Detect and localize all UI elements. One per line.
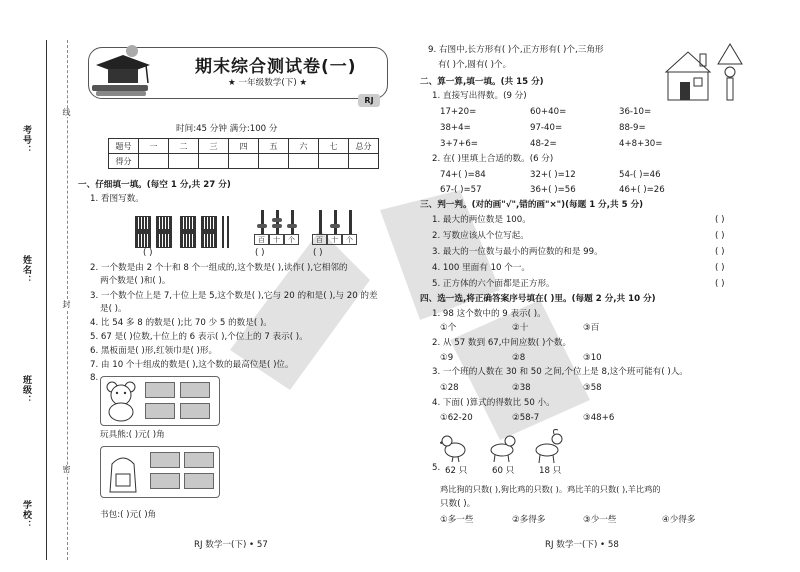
fill-item[interactable]: 46+( )=26 xyxy=(619,185,665,195)
house-figure xyxy=(660,38,750,104)
score-head-3: 三 xyxy=(199,139,229,154)
banknote-icon xyxy=(145,382,175,398)
abacus-bead xyxy=(272,218,282,222)
teddy-bear-icon xyxy=(104,380,138,422)
place-label-hundreds: 百 xyxy=(254,234,269,245)
q1-text: 1. 看图写数。 xyxy=(90,194,144,204)
cut-mark-mi: 密 xyxy=(62,465,71,474)
banknote-icon xyxy=(150,452,180,468)
exam-subtitle: ★ 一年级数学(下) ★ xyxy=(228,78,308,88)
score-cell[interactable] xyxy=(229,154,259,169)
score-head-2: 二 xyxy=(169,139,199,154)
fill-item[interactable]: 36+( )=56 xyxy=(530,185,576,195)
fill-item[interactable]: 32+( )=12 xyxy=(530,170,576,180)
goat-icon xyxy=(532,428,564,464)
q1-blank-2[interactable]: ( ) xyxy=(255,248,265,258)
score-cell[interactable] xyxy=(139,154,169,169)
banknote-icon xyxy=(184,473,214,489)
judge-item: 2. 写数应该从个位写起。 xyxy=(432,231,529,241)
section4-title: 四、选一选,将正确答案序号填在( )里。(每题 2 分,共 10 分) xyxy=(420,294,656,304)
score-head-7: 七 xyxy=(319,139,349,154)
judge-blank[interactable]: ( ) xyxy=(715,247,725,257)
calc-item[interactable]: 17+20= xyxy=(440,107,477,117)
calc-item[interactable]: 88-9= xyxy=(619,123,646,133)
banknote-icon xyxy=(145,403,175,419)
choice-option[interactable]: ③少一些 xyxy=(583,515,617,525)
score-cell[interactable] xyxy=(319,154,349,169)
section1-title: 一、仔细填一填。(每空 1 分,共 27 分) xyxy=(78,180,231,190)
choice-option[interactable]: ①28 xyxy=(440,383,459,393)
section3-title: 三、判一判。(对的画"√",错的画"×")(每题 1 分,共 5 分) xyxy=(420,200,644,210)
s2-q2-text: 2. 在( )里填上合适的数。(6 分) xyxy=(432,154,554,164)
score-head-label: 题号 xyxy=(109,139,139,154)
rj-badge: RJ xyxy=(358,94,380,107)
calc-item[interactable]: 97-40= xyxy=(530,123,563,133)
score-cell[interactable] xyxy=(289,154,319,169)
judge-blank[interactable]: ( ) xyxy=(715,215,725,225)
choice-q5-line2: 只数( )。 xyxy=(440,499,476,509)
score-head-4: 四 xyxy=(229,139,259,154)
binding-label-school: 学校： xyxy=(21,500,31,530)
calc-item[interactable]: 4+8+30= xyxy=(619,139,663,149)
score-row-label: 得分 xyxy=(109,154,139,169)
single-stick xyxy=(227,216,229,248)
place-label-tens: 十 xyxy=(269,234,284,245)
q2-line1: 2. 一个数是由 2 个十和 8 个一组成的,这个数是( ),读作( ),它相邻的 xyxy=(90,263,348,273)
choice-option[interactable]: ①9 xyxy=(440,353,454,363)
abacus-bead xyxy=(257,224,267,228)
choice-option[interactable]: ①多一些 xyxy=(440,515,474,525)
judge-item: 4. 100 里面有 10 个一。 xyxy=(432,263,531,273)
binding-label-exam-no: 考号： xyxy=(21,125,31,155)
abacus-bead xyxy=(272,224,282,228)
judge-item: 3. 最大的一位数与最小的两位数的和是 99。 xyxy=(432,247,603,257)
score-head-1: 一 xyxy=(139,139,169,154)
banknote-icon xyxy=(180,403,210,419)
binding-write-line xyxy=(46,40,47,560)
choice-option[interactable]: ②多得多 xyxy=(512,515,546,525)
stick-bundle xyxy=(135,216,151,248)
abacus-rod xyxy=(349,210,352,234)
cut-mark-feng: 封 xyxy=(62,300,71,309)
chicken-icon xyxy=(440,432,468,462)
choice-option[interactable]: ①个 xyxy=(440,323,457,333)
banknote-icon xyxy=(180,382,210,398)
score-head-5: 五 xyxy=(259,139,289,154)
judge-blank[interactable]: ( ) xyxy=(715,231,725,241)
dog-count: 60 只 xyxy=(492,466,515,476)
page-footer-right: RJ 数学一(下) • 58 xyxy=(545,540,619,550)
backpack-icon xyxy=(106,452,140,494)
fill-item[interactable]: 74+( )=84 xyxy=(440,170,486,180)
q3-line2: 是( )。 xyxy=(100,304,127,314)
abacus-rod xyxy=(334,210,337,234)
calc-item[interactable]: 36-10= xyxy=(619,107,652,117)
choice-q5-label: 5. xyxy=(432,463,441,473)
score-head-6: 六 xyxy=(289,139,319,154)
q1-blank-1[interactable]: ( ) xyxy=(143,248,153,258)
judge-blank[interactable]: ( ) xyxy=(715,263,725,273)
q7-text: 7. 由 10 个十组成的数是( ),这个数的最高位是( )位。 xyxy=(90,360,294,370)
choice-q2: 2. 从 57 数到 67,中间应数( )个数。 xyxy=(432,338,572,348)
fill-item[interactable]: 67-( )=57 xyxy=(440,185,482,195)
q2-line2: 两个数是( )和( )。 xyxy=(100,276,171,286)
single-stick xyxy=(222,216,224,248)
abacus-rod xyxy=(319,210,322,234)
place-label-ones: 个 xyxy=(284,234,299,245)
calc-item[interactable]: 38+4= xyxy=(440,123,471,133)
score-cell[interactable] xyxy=(259,154,289,169)
q1-blank-3[interactable]: ( ) xyxy=(313,248,323,258)
s2-q1-text: 1. 直接写出得数。(9 分) xyxy=(432,91,527,101)
q9-line2: 有( )个,圆有( )个。 xyxy=(438,60,512,70)
judge-item: 5. 正方体的六个面都是正方形。 xyxy=(432,279,555,289)
dog-icon xyxy=(486,432,516,462)
section2-title: 二、算一算,填一填。(共 15 分) xyxy=(420,77,544,87)
calc-item[interactable]: 48-2= xyxy=(530,139,557,149)
choice-q5-line1: 鸡比狗的只数( ),狗比鸡的只数( )。鸡比羊的只数( ),羊比鸡的 xyxy=(440,484,661,494)
choice-option[interactable]: ②38 xyxy=(512,383,531,393)
judge-blank[interactable]: ( ) xyxy=(715,279,725,289)
q9-line1: 9. 右图中,长方形有( )个,正方形有( )个,三角形 xyxy=(428,45,604,55)
q3-line1: 3. 一个数个位上是 7,十位上是 5,这个数是( ),它与 20 的和是( ),与 20 的差 xyxy=(90,291,378,301)
cut-mark-xian: 线 xyxy=(62,108,71,117)
chicken-count: 62 只 xyxy=(445,466,468,476)
abacus-rod xyxy=(276,210,279,234)
choice-option[interactable]: ③10 xyxy=(583,353,602,363)
graduation-cap-icon xyxy=(88,43,158,101)
score-table xyxy=(108,138,379,169)
stick-bundle xyxy=(201,216,217,248)
choice-option[interactable]: ④少得多 xyxy=(662,515,696,525)
choice-option[interactable]: ②8 xyxy=(512,353,526,363)
place-label-hundreds: 百 xyxy=(312,234,327,245)
place-label-tens: 十 xyxy=(327,234,342,245)
calc-item[interactable]: 3+7+6= xyxy=(440,139,479,149)
place-label-ones: 个 xyxy=(342,234,357,245)
stick-bundle xyxy=(180,216,196,248)
score-cell[interactable] xyxy=(349,154,379,169)
choice-q4: 4. 下面( )算式的得数比 50 小。 xyxy=(432,398,555,408)
q5-text: 5. 67 是( )位数,十位上的 6 表示( ),个位上的 7 表示( )。 xyxy=(90,332,308,342)
banknote-icon xyxy=(184,452,214,468)
choice-option[interactable]: ③百 xyxy=(583,323,600,333)
fill-item[interactable]: 54-( )=46 xyxy=(619,170,661,180)
stick-bundle xyxy=(156,216,172,248)
goat-count: 18 只 xyxy=(539,466,562,476)
choice-option[interactable]: ③48+6 xyxy=(583,413,615,423)
choice-option[interactable]: ①62-20 xyxy=(440,413,473,423)
binding-label-name: 姓名： xyxy=(21,255,31,285)
abacus-bead xyxy=(330,224,340,228)
choice-q3: 3. 一个班的人数在 30 和 50 之间,个位上是 8,这个班可能有( )人。 xyxy=(432,367,688,377)
exam-title: 期末综合测试卷(一) xyxy=(195,57,357,77)
q6-text: 6. 黑板面是( )形,红领巾是( )形。 xyxy=(90,346,218,356)
judge-item: 1. 最大的两位数是 100。 xyxy=(432,215,531,225)
abacus-bead xyxy=(287,224,297,228)
time-info: 时间:45 分钟 满分:100 分 xyxy=(176,124,278,134)
calc-item[interactable]: 60+40= xyxy=(530,107,567,117)
choice-option[interactable]: ②58-7 xyxy=(512,413,540,423)
q8-bear-answer[interactable]: 玩具熊:( )元( )角 xyxy=(100,430,165,440)
banknote-icon xyxy=(150,473,180,489)
binding-label-class: 班级： xyxy=(21,375,31,405)
abacus-rod xyxy=(261,210,264,234)
choice-option[interactable]: ③58 xyxy=(583,383,602,393)
choice-option[interactable]: ②十 xyxy=(512,323,529,333)
score-cell[interactable] xyxy=(169,154,199,169)
score-head-total: 总分 xyxy=(349,139,379,154)
choice-q1: 1. 98 这个数中的 9 表示( )。 xyxy=(432,309,546,319)
q8-label: 8. xyxy=(90,373,99,383)
q8-bag-answer[interactable]: 书包:( )元( )角 xyxy=(100,510,157,520)
score-cell[interactable] xyxy=(199,154,229,169)
q4-text: 4. 比 54 多 8 的数是( );比 70 少 5 的数是( )。 xyxy=(90,318,272,328)
abacus-rod xyxy=(291,210,294,234)
page-footer-left: RJ 数学一(下) • 57 xyxy=(194,540,268,550)
